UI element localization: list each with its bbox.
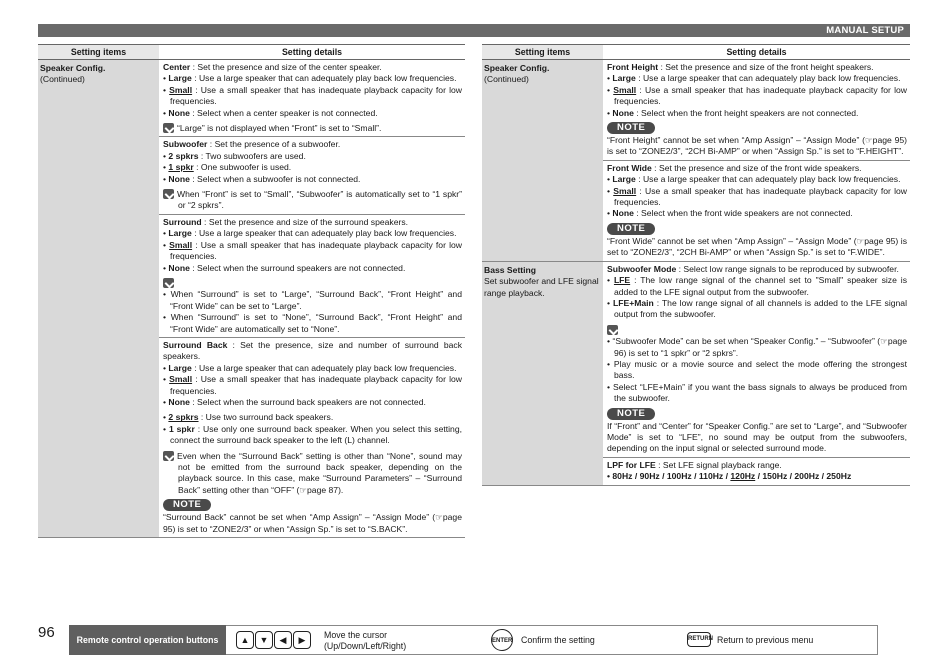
option-desc: : Use a large speaker that can adequately play back low frequencies. <box>635 73 901 84</box>
option-desc: : The low range signal of the channel set to "Small" speaker size is added to the LFE signal output from the subwoofer. <box>614 275 907 297</box>
front-height-desc: : Set the presence and size of the front height speakers. <box>658 62 874 72</box>
option-desc: : Use a large speaker that can adequately play back low frequencies. <box>191 228 457 239</box>
header-setting-details: Setting details <box>159 45 465 59</box>
option-desc: : Use a large speaker that can adequately play back low frequencies. <box>191 362 457 373</box>
option-key-default: Small <box>169 374 193 385</box>
option-desc: : Select when the surround speakers are not connected. <box>189 262 406 273</box>
left-arrow-icon: ◀ <box>274 631 292 649</box>
subwoofer-mode-title: Subwoofer Mode <box>607 263 677 274</box>
option-desc: : Use two surround back speakers. <box>198 412 334 423</box>
lpf-desc: : Set LFE signal playback range. <box>655 459 782 470</box>
down-arrow-icon: ▼ <box>255 631 273 649</box>
option-desc: : Select when a subwoofer is not connected. <box>189 173 361 184</box>
note-text: If “Front” and “Center” for “Speaker Config.” are set to “Large”, and “Subwoofer Mode” is set to “LFE”, no sound may be output from the subwoofers, depending on the input signal or selected surround mode. <box>607 420 907 454</box>
cursor-buttons <box>236 631 311 649</box>
lpf-default-option: 120Hz <box>730 471 756 482</box>
setting-item <box>38 60 159 537</box>
option-desc: : Select when the front wide speakers are not connected. <box>633 208 853 219</box>
option-desc: : Use only one surround back speaker. When you select this setting, connect the surround back speaker to the left (L) channel. <box>170 423 462 446</box>
pencil-note-icon <box>163 189 174 199</box>
item-title: Speaker Config. <box>40 63 106 73</box>
lpf-options <box>607 471 907 482</box>
item-title: Bass Setting <box>484 264 537 275</box>
note-badge: NOTE <box>607 223 655 235</box>
option-key: 2 spkrs <box>168 150 199 161</box>
header-setting-items: Setting items <box>38 45 159 59</box>
pencil-note-icon <box>163 451 174 461</box>
note-text: “Large” is not displayed when “Front” is set to “Small”. <box>177 123 382 134</box>
option-desc: : Use a small speaker that has inadequate playback capacity for low frequencies. <box>614 84 907 107</box>
option-key-default: Small <box>169 239 193 250</box>
note-text: “Surround Back” cannot be set when “Amp Assign” – “Assign Mode” (☞page 95) is set to “ZONE2/3” or when “Assign Sp.” is set to “S.BACK”. <box>163 512 462 534</box>
setting-details <box>159 60 465 537</box>
option-desc: : Use a small speaker that has inadequate playback capacity for low frequencies. <box>170 239 462 262</box>
up-arrow-icon: ▲ <box>236 631 254 649</box>
confirm-text: Confirm the setting <box>521 635 595 645</box>
subwoofer-desc: : Set the presence of a subwoofer. <box>207 139 341 150</box>
center-title: Center <box>163 62 191 72</box>
option-key-default: 1 spkr <box>168 162 194 173</box>
return-button-icon: RETURN <box>687 632 711 647</box>
note-text: • Play music or a movie source and select the mode offering the strongest bass. <box>607 359 907 382</box>
item-subtitle: (Continued) <box>484 74 529 85</box>
option-desc: : Two subwoofers are used. <box>198 150 306 161</box>
note-text: • “Subwoofer Mode” can be set when “Speaker Config.” – “Subwoofer” (☞page 96) is set to “1 spkr” or “2 spkrs”. <box>607 336 907 359</box>
option-key: None <box>168 262 190 273</box>
note-badge: NOTE <box>163 499 211 511</box>
option-desc: : Use a small speaker that has inadequate playback capacity for low frequencies. <box>170 374 462 396</box>
option-key: None <box>612 208 634 219</box>
option-desc: : Select when a center speaker is not connected. <box>189 107 378 118</box>
front-height-block <box>603 60 910 161</box>
surround-back-title: Surround Back <box>163 339 228 350</box>
option-key-default: LFE <box>613 275 631 286</box>
section-header-bar <box>38 24 910 37</box>
option-desc: : The low range signal of all channels is added to the LFE signal output from the subwoofer. <box>614 297 907 320</box>
surround-desc: : Set the presence and size of the surround speakers. <box>201 216 409 227</box>
option-desc: : Use a small speaker that has inadequate playback capacity for low frequencies. <box>170 84 462 107</box>
move-cursor-text: Move the cursor (Up/Down/Left/Right) <box>324 630 407 651</box>
option-desc: : Use a small speaker that has inadequate playback capacity for low frequencies. <box>614 185 907 208</box>
page-number: 96 <box>38 624 55 641</box>
subwoofer-mode-desc: : Select low range signals to be reproduced by subwoofer. <box>676 263 899 274</box>
table-row <box>482 262 910 486</box>
section-title: MANUAL SETUP <box>826 25 904 36</box>
return-text: Return to previous menu <box>717 635 814 645</box>
subwoofer-title: Subwoofer <box>163 139 208 150</box>
option-key: None <box>612 107 634 118</box>
note-text: Even when the “Surround Back” setting is other than “None”, sound may not be emitted from the surround back speaker, depending on the playback source. In this case, make “Surround Parameters” – “Surround Back” setting other than “OFF” (☞page 87). <box>177 450 462 495</box>
option-desc: : Select when the surround back speakers are not connected. <box>189 396 426 407</box>
center-block <box>159 60 465 137</box>
note-text: • When “Surround” is set to “None”, “Surround Back”, “Front Height” and “Front Wide” are automatically set to “None”. <box>163 312 462 335</box>
front-height-title: Front Height <box>607 62 659 72</box>
subwoofer-mode-block <box>603 262 910 458</box>
surround-back-block <box>159 338 465 537</box>
front-wide-desc: : Set the presence and size of the front wide speakers. <box>651 162 862 173</box>
note-text: When “Front” is set to “Small”, “Subwoofer” is automatically set to “1 spkr” or “2 spkrs”. <box>177 189 462 211</box>
option-desc: : Select when the front height speakers are not connected. <box>633 107 859 118</box>
option-key: Large <box>168 73 192 84</box>
front-wide-title: Front Wide <box>607 162 652 173</box>
option-key-default: 2 spkrs <box>168 412 199 423</box>
pencil-note-icon <box>163 278 174 288</box>
surround-block <box>159 215 465 338</box>
option-key-default: Small <box>613 185 637 196</box>
right-arrow-icon: ▶ <box>293 631 311 649</box>
option-desc: : Use a large speaker that can adequately play back low frequencies. <box>191 73 457 84</box>
option-key-default: Small <box>169 84 193 95</box>
left-settings-table <box>38 44 465 538</box>
lpf-block <box>603 458 910 485</box>
table-row <box>482 60 910 262</box>
option-key-default: Small <box>613 84 637 95</box>
option-key: None <box>168 173 190 184</box>
pencil-note-icon <box>163 123 174 133</box>
lpf-title: LPF for LFE <box>607 459 656 470</box>
note-badge: NOTE <box>607 408 655 420</box>
subwoofer-block <box>159 137 465 214</box>
option-key: Large <box>612 174 636 185</box>
option-key: None <box>168 396 190 407</box>
surround-title: Surround <box>163 216 202 227</box>
note-text: • Select “LFE+Main” if you want the bass signals to always be produced from the subwoofer. <box>607 382 907 405</box>
table-header <box>38 44 465 60</box>
pencil-note-icon <box>607 325 618 335</box>
table-row <box>38 60 465 538</box>
option-key: 1 spkr <box>168 423 195 434</box>
note-text: “Front Wide” cannot be set when “Amp Assign” – “Assign Mode” (☞page 95) is set to “ZONE2/3”, “2CH Bi-AMP” or when “Assign Sp.” is set to “F.WIDE”. <box>607 235 907 258</box>
lpf-options-b: / 150Hz / 200Hz / 250Hz <box>755 471 852 482</box>
center-desc: : Set the presence and size of the center speaker. <box>190 62 382 72</box>
note-badge: NOTE <box>607 122 655 134</box>
option-key: Large <box>168 228 192 239</box>
option-key: LFE+Main <box>612 297 654 308</box>
surround-back-desc: : Set the presence, size and number of surround back speakers. <box>163 339 462 362</box>
setting-details <box>603 60 910 261</box>
item-subtitle: (Continued) <box>40 74 85 85</box>
right-settings-table <box>482 44 910 486</box>
item-subtitle: Set subwoofer and LFE signal range playback. <box>484 276 599 298</box>
table-header <box>482 44 910 60</box>
enter-button-icon: ENTER <box>491 629 513 651</box>
lpf-options-a: 80Hz / 90Hz / 100Hz / 110Hz / <box>612 471 731 482</box>
option-key: None <box>168 107 190 118</box>
option-desc: : Use a large speaker that can adequately play back low frequencies. <box>635 174 901 185</box>
item-title: Speaker Config. <box>484 63 550 73</box>
option-desc: : One subwoofer is used. <box>193 162 292 173</box>
front-wide-block <box>603 161 910 261</box>
option-key: Large <box>612 73 636 84</box>
setting-item <box>482 262 603 485</box>
header-setting-details: Setting details <box>603 45 910 59</box>
note-text: “Front Height” cannot be set when “Amp Assign” – “Assign Mode” (☞page 95) is set to “ZONE2/3”, “2CH Bi-AMP” or when “Assign Sp.” is set to “F.HEIGHT”. <box>607 135 907 157</box>
footer-label: Remote control operation buttons <box>69 625 226 655</box>
setting-item <box>482 60 603 261</box>
setting-details <box>603 262 910 485</box>
option-key: Large <box>168 362 192 373</box>
note-text: • When “Surround” is set to “Large”, “Surround Back”, “Front Height” and “Front Wide” can be set to “Large”. <box>163 289 462 312</box>
header-setting-items: Setting items <box>482 45 603 59</box>
